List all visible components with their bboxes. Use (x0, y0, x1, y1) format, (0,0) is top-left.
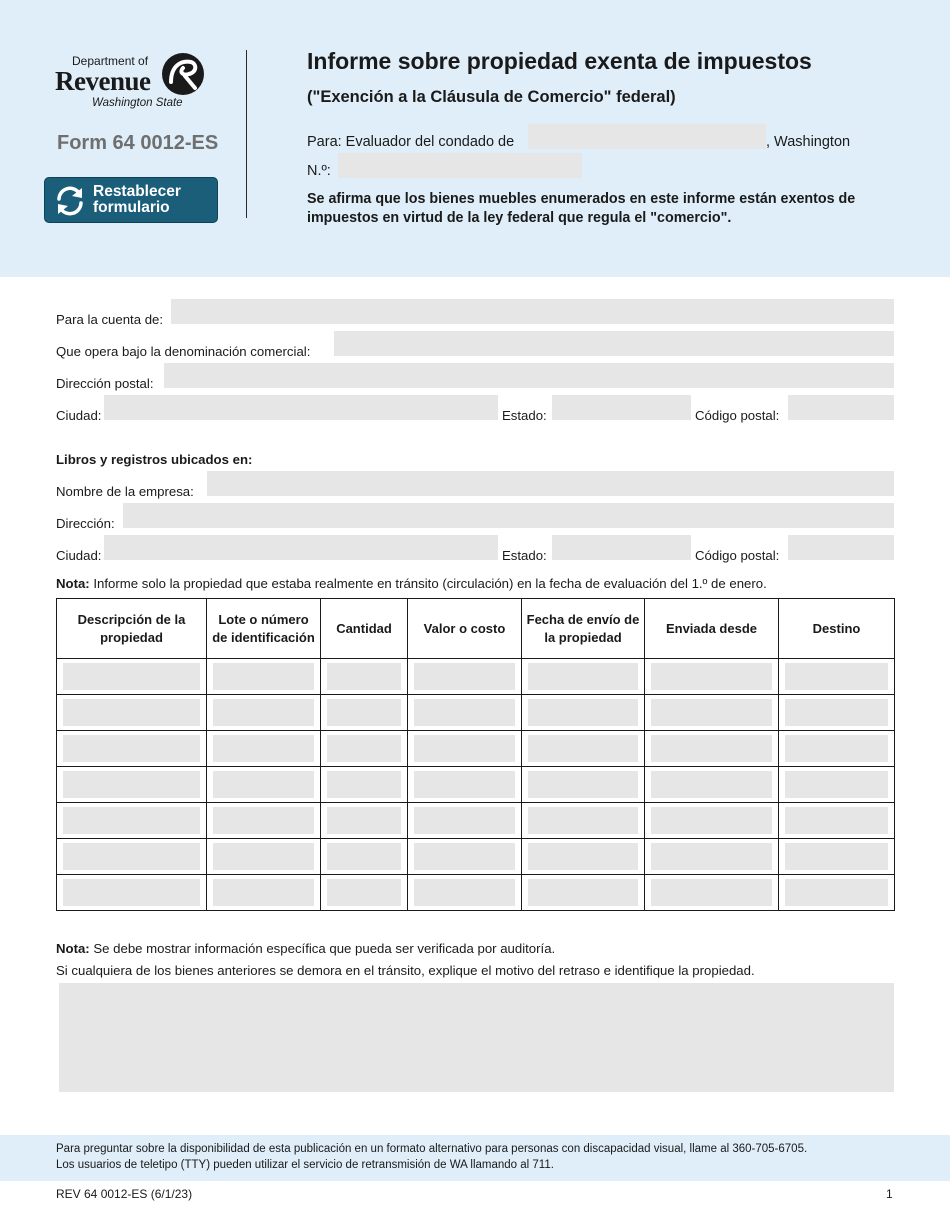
shipped-from-input[interactable] (651, 843, 772, 870)
quantity-input[interactable] (327, 735, 401, 762)
page-number: 1 (886, 1187, 893, 1201)
table-cell-value (408, 731, 522, 767)
ship-date-input[interactable] (528, 807, 638, 834)
records-zip-field[interactable] (788, 535, 894, 560)
shipped-from-input[interactable] (651, 735, 772, 762)
form-number: Form 64 0012-ES (57, 132, 219, 154)
lot-input[interactable] (213, 807, 314, 834)
table-cell-destination (779, 731, 895, 767)
company-name-field[interactable] (207, 471, 894, 496)
revision-number: REV 64 0012-ES (6/1/23) (56, 1187, 193, 1201)
destination-input[interactable] (785, 771, 888, 798)
company-name-label: Nombre de la empresa: (56, 484, 194, 499)
table-cell-lot (207, 659, 321, 695)
table-row (57, 659, 895, 695)
records-state-field[interactable] (552, 535, 691, 560)
table-row (57, 803, 895, 839)
table-cell-lot (207, 875, 321, 911)
quantity-input[interactable] (327, 807, 401, 834)
logo-revenue-text: Revenue (55, 66, 151, 96)
number-label: N.º: (307, 163, 331, 179)
table-cell-value (408, 803, 522, 839)
destination-input[interactable] (785, 663, 888, 690)
quantity-input[interactable] (327, 843, 401, 870)
table-cell-quantity (321, 659, 408, 695)
table-cell-lot (207, 803, 321, 839)
description-input[interactable] (63, 663, 200, 690)
washington-label: , Washington (766, 134, 851, 150)
audit-note: Nota: Se debe mostrar información específica que pueda ser verificada por auditoría. (56, 941, 556, 956)
table-body (57, 659, 895, 911)
ship-date-input[interactable] (528, 879, 638, 906)
refresh-icon (53, 184, 87, 218)
table-header-row (57, 599, 895, 659)
number-field[interactable] (338, 153, 582, 178)
table-cell-value (408, 767, 522, 803)
table-cell-lot (207, 731, 321, 767)
reset-form-button[interactable] (44, 177, 218, 223)
records-address-field[interactable] (123, 503, 894, 528)
table-cell-shipped-from (645, 659, 779, 695)
destination-input[interactable] (785, 879, 888, 906)
description-input[interactable] (63, 843, 200, 870)
table-cell-quantity (321, 695, 408, 731)
table-row (57, 731, 895, 767)
table-row (57, 695, 895, 731)
account-label: Para la cuenta de: (56, 312, 164, 327)
mailing-address-field[interactable] (164, 363, 894, 388)
col-header-shipped-from: Enviada desde (645, 599, 779, 659)
value-input[interactable] (414, 771, 515, 798)
table-cell-shipped-from (645, 767, 779, 803)
col-header-quantity: Cantidad (321, 599, 408, 659)
table-cell-ship-date (522, 767, 645, 803)
logo-swirl-icon (161, 52, 205, 96)
records-address-label: Dirección: (56, 516, 115, 531)
accessibility-footer (0, 1135, 950, 1181)
table-cell-quantity (321, 803, 408, 839)
value-input[interactable] (414, 879, 515, 906)
table-cell-description (57, 731, 207, 767)
city-label: Ciudad: (56, 408, 102, 423)
value-input[interactable] (414, 807, 515, 834)
transit-note: Nota: Informe solo la propiedad que estaba realmente en tránsito (circulación) en la fecha de evaluación del 1.º de enero. (56, 576, 767, 591)
col-header-lot: Lote o número de identificación (207, 599, 321, 659)
ship-date-input[interactable] (528, 663, 638, 690)
zip-field[interactable] (788, 395, 894, 420)
lot-input[interactable] (213, 699, 314, 726)
lot-input[interactable] (213, 771, 314, 798)
table-cell-ship-date (522, 875, 645, 911)
col-header-destination: Destino (779, 599, 895, 659)
table-cell-ship-date (522, 839, 645, 875)
description-input[interactable] (63, 879, 200, 906)
state-label: Estado: (502, 408, 547, 423)
quantity-input[interactable] (327, 663, 401, 690)
destination-input[interactable] (785, 699, 888, 726)
table-cell-value (408, 695, 522, 731)
table-cell-destination (779, 839, 895, 875)
value-input[interactable] (414, 735, 515, 762)
zip-label: Código postal: (695, 408, 780, 423)
table-cell-lot (207, 839, 321, 875)
table-cell-description (57, 803, 207, 839)
records-city-label: Ciudad: (56, 548, 102, 563)
logo-department-text: Department of (72, 54, 149, 68)
table-cell-shipped-from (645, 803, 779, 839)
reset-button-label: Restablecer formulario (93, 183, 181, 216)
table-cell-quantity (321, 839, 408, 875)
destination-input[interactable] (785, 807, 888, 834)
ship-date-input[interactable] (528, 843, 638, 870)
table-cell-destination (779, 659, 895, 695)
table-cell-ship-date (522, 659, 645, 695)
table-cell-value (408, 839, 522, 875)
col-header-value: Valor o costo (408, 599, 522, 659)
county-assessor-label: Para: Evaluador del condado de (307, 134, 515, 150)
value-input[interactable] (414, 843, 515, 870)
records-zip-label: Código postal: (695, 548, 780, 563)
footer-line-2: Los usuarios de teletipo (TTY) pueden utilizar el servicio de retransmisión de WA llamando al 711. (56, 1159, 554, 1171)
description-input[interactable] (63, 735, 200, 762)
dba-label: Que opera bajo la denominación comercial: (56, 344, 311, 359)
header-divider (246, 50, 247, 218)
description-input[interactable] (63, 807, 200, 834)
records-city-field[interactable] (104, 535, 498, 560)
lot-input[interactable] (213, 735, 314, 762)
table-cell-shipped-from (645, 695, 779, 731)
delay-instruction: Si cualquiera de los bienes anteriores se demora en el tránsito, explique el motivo del retraso e identifique la propiedad. (56, 963, 755, 978)
lot-input[interactable] (213, 663, 314, 690)
table-cell-value (408, 875, 522, 911)
quantity-input[interactable] (327, 699, 401, 726)
dor-logo (55, 52, 215, 114)
logo-state-text: Washington State (92, 97, 183, 109)
destination-input[interactable] (785, 735, 888, 762)
description-input[interactable] (63, 699, 200, 726)
intro-statement: Se afirma que los bienes muebles enumerados en este informe están exentos de impuestos en virtud de la ley federal que regula el "comercio". (307, 191, 856, 226)
destination-input[interactable] (785, 843, 888, 870)
lot-input[interactable] (213, 879, 314, 906)
table-cell-description (57, 659, 207, 695)
form-title: Informe sobre propiedad exenta de impuestos (307, 48, 812, 74)
table-cell-description (57, 695, 207, 731)
table-cell-shipped-from (645, 839, 779, 875)
table-row (57, 839, 895, 875)
account-field[interactable] (171, 299, 894, 324)
ship-date-input[interactable] (528, 699, 638, 726)
delay-explanation-field[interactable] (59, 983, 894, 1092)
table-cell-description (57, 839, 207, 875)
county-field[interactable] (528, 124, 766, 149)
table-row (57, 875, 895, 911)
state-field[interactable] (552, 395, 691, 420)
quantity-input[interactable] (327, 879, 401, 906)
form-subtitle: ("Exención a la Cláusula de Comercio" federal) (307, 88, 676, 106)
footer-line-1: Para preguntar sobre la disponibilidad de esta publicación en un formato alternativo para personas con discapacidad visual, llame al 360-705-6705. (56, 1143, 808, 1155)
ship-date-input[interactable] (528, 735, 638, 762)
col-header-description: Descripción de la propiedad (57, 599, 207, 659)
description-input[interactable] (63, 771, 200, 798)
records-heading: Libros y registros ubicados en: (56, 452, 253, 467)
table-cell-quantity (321, 767, 408, 803)
quantity-input[interactable] (327, 771, 401, 798)
shipped-from-input[interactable] (651, 771, 772, 798)
col-header-ship-date: Fecha de envío de la propiedad (522, 599, 645, 659)
records-state-label: Estado: (502, 548, 547, 563)
shipped-from-input[interactable] (651, 663, 772, 690)
table-cell-quantity (321, 875, 408, 911)
dba-field[interactable] (334, 331, 894, 356)
table-cell-destination (779, 767, 895, 803)
city-field[interactable] (104, 395, 498, 420)
shipped-from-input[interactable] (651, 807, 772, 834)
table-cell-destination (779, 695, 895, 731)
value-input[interactable] (414, 663, 515, 690)
value-input[interactable] (414, 699, 515, 726)
table-cell-quantity (321, 731, 408, 767)
table-cell-ship-date (522, 803, 645, 839)
table-cell-shipped-from (645, 731, 779, 767)
table-cell-lot (207, 767, 321, 803)
table-cell-value (408, 659, 522, 695)
table-cell-lot (207, 695, 321, 731)
table-cell-ship-date (522, 695, 645, 731)
table-cell-description (57, 767, 207, 803)
table-cell-shipped-from (645, 875, 779, 911)
table-cell-description (57, 875, 207, 911)
lot-input[interactable] (213, 843, 314, 870)
table-row (57, 767, 895, 803)
table-cell-destination (779, 875, 895, 911)
shipped-from-input[interactable] (651, 879, 772, 906)
mailing-address-label: Dirección postal: (56, 376, 154, 391)
table-cell-ship-date (522, 731, 645, 767)
property-table (56, 598, 895, 911)
table-cell-destination (779, 803, 895, 839)
ship-date-input[interactable] (528, 771, 638, 798)
shipped-from-input[interactable] (651, 699, 772, 726)
